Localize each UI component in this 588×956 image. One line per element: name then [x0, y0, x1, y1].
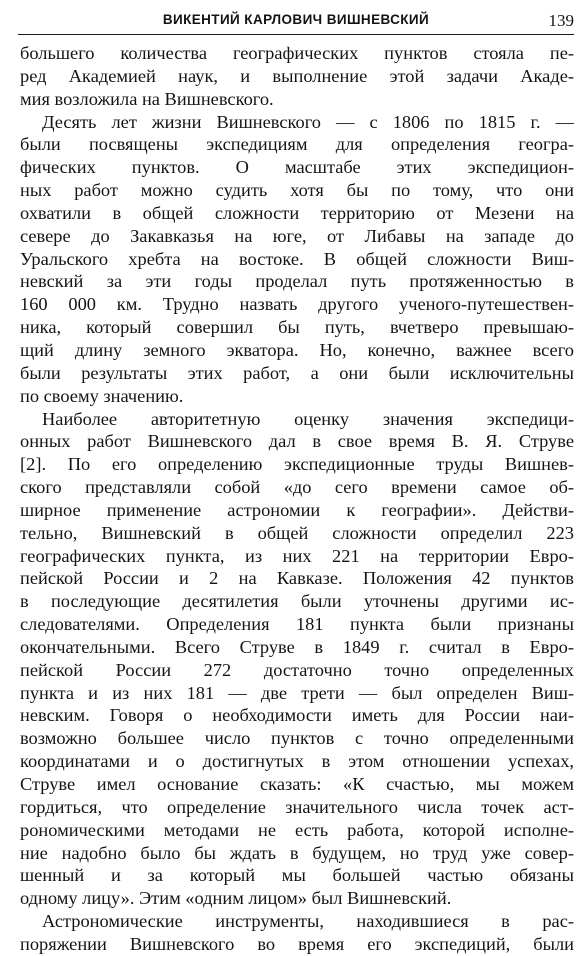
text-line: ред Академией наук, и выполнение этой задачи Акаде- — [20, 65, 574, 86]
text-line: ние надобно было бы ждать в будущем, но труд уже совер- — [20, 842, 574, 863]
text-line: одному лицу». Этим «одним лицом» был Вишневский. — [20, 888, 452, 909]
page-number: 139 — [548, 11, 574, 30]
text-line: Десять лет жизни Вишневского — с 1806 по 1815 г. — — [42, 111, 574, 132]
text-line: в последующие десятилетия были уточнены другими ис- — [20, 591, 574, 612]
text-line: большего количества географических пунктов стояла пе- — [20, 43, 574, 63]
text-line: тельно, Вишневский в общей сложности определил 223 — [20, 522, 574, 543]
text-line: были посвящены экспедициям для определения геогра- — [20, 134, 574, 155]
text-line: щий длину земного экватора. Но, конечно, важнее всего — [20, 339, 574, 360]
text-line: Наиболее авторитетную оценку значения экспедици- — [42, 408, 574, 429]
text-line: фических пунктов. О масштабе этих экспедицион- — [20, 157, 574, 178]
text-line: севере до Закавказья на юге, от Либавы на западе до — [20, 225, 574, 246]
text-line: Астрономические инструменты, находившиеся в рас- — [42, 911, 574, 932]
text-line: были результаты этих работ, а они были исключительны — [20, 362, 574, 383]
text-line: следователями. Определения 181 пункта были признаны — [20, 614, 574, 635]
text-line: невским. Говоря о необходимости иметь для России наи- — [20, 705, 574, 726]
text-line: мия возложила на Вишневского. — [20, 88, 274, 109]
text-line: ского представляли собой «до сего времени самое об- — [20, 477, 574, 498]
text-line: ника, который совершил бы путь, вчетверо превышаю- — [20, 317, 574, 338]
text-line: онных работ Вишневского дал в свое время В. Я. Струве — [20, 431, 574, 452]
text-line: рономическими методами не есть работа, которой исполне- — [20, 819, 574, 840]
text-line: гордиться, что определение значительного числа точек аст- — [20, 796, 574, 817]
running-head — [18, 4, 574, 35]
running-title: ВИКЕНТИЙ КАРЛОВИЧ ВИШНЕВСКИЙ — [162, 12, 430, 27]
text-line: Уральского хребта на востоке. В общей сложности Виш- — [20, 248, 574, 269]
text-line: 160 000 км. Трудно назвать другого ученого-путешествен- — [20, 294, 574, 315]
body-text — [20, 42, 574, 956]
text-line: ширное применение астрономии к географии». Действи- — [20, 499, 574, 520]
text-line: возможно большее число пунктов с точно определенными — [20, 728, 574, 749]
text-line: по своему значению. — [20, 385, 184, 406]
text-line: пейской России 272 достаточно точно определенных — [20, 659, 574, 680]
text-line: окончательными. Всего Струве в 1849 г. считал в Евро- — [20, 636, 574, 657]
text-line: пейской России и 2 на Кавказе. Положения 42 пунктов — [20, 568, 574, 589]
text-line: охватили в общей сложности территорию от Мезени на — [20, 202, 574, 223]
text-line: пункта и из них 181 — две трети — был определен Виш- — [20, 682, 574, 703]
text-line: координатами и о достигнутых в этом отношении успехах, — [20, 751, 574, 772]
text-line: Струве имел основание сказать: «К счастью, мы можем — [20, 774, 574, 794]
text-line: [2]. По его определению экспедиционные труды Вишнев- — [20, 454, 574, 475]
text-line: невский за эти годы проделал путь протяженностью в — [20, 271, 574, 292]
text-line: географических пункта, из них 221 на территории Евро- — [20, 545, 574, 566]
text-line: шенный и за который мы большей частью обязаны — [20, 865, 574, 886]
text-line: поряжении Вишневского во время его экспедиций, были — [20, 933, 574, 954]
text-line: ных работ можно судить хотя бы по тому, что они — [20, 180, 574, 201]
